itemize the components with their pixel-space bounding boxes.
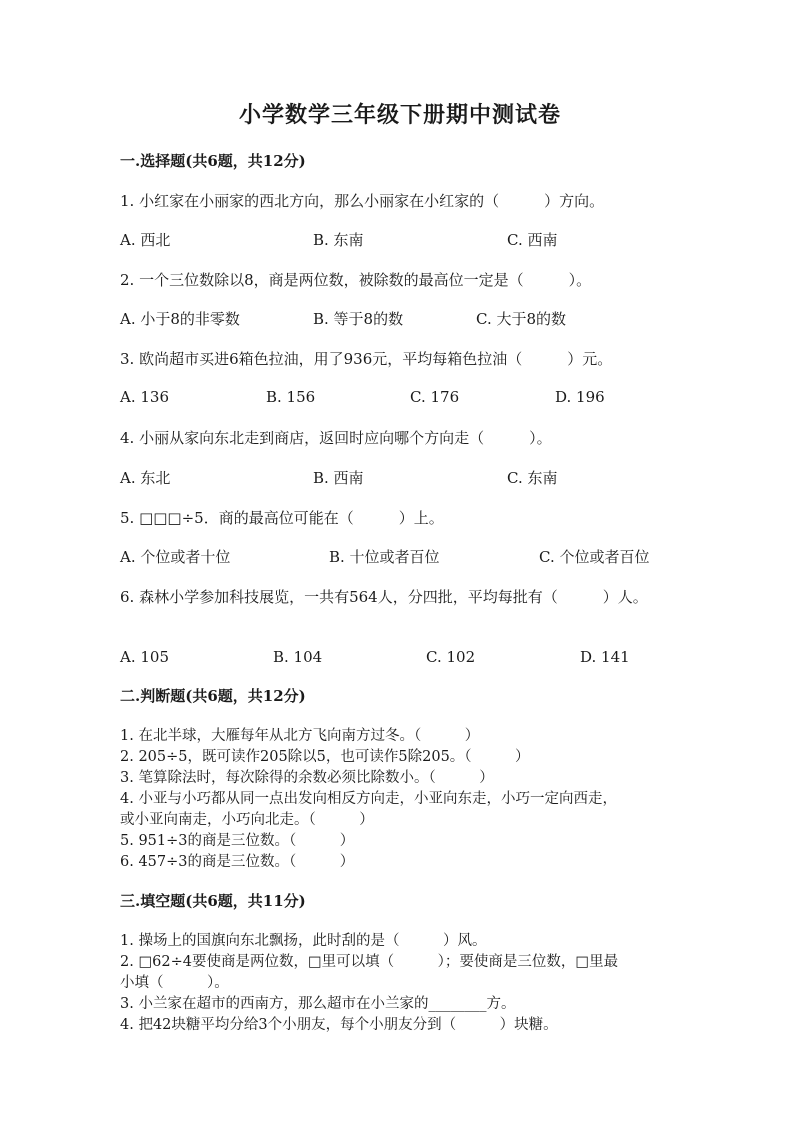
fill-line: 2. □62÷4要使商是两位数，□里可以填（ ）；要使商是三位数，□里最 — [120, 954, 619, 970]
question-stem: 5. □□□÷5．商的最高位可能在（ ）上。 — [120, 509, 444, 527]
option-b: B. 156 — [266, 388, 316, 406]
option-c: C. 176 — [410, 388, 460, 406]
question-stem: 4. 小丽从家向东北走到商店，返回时应向哪个方向走（ ）。 — [120, 429, 552, 447]
option-b: B. 104 — [273, 648, 323, 666]
option-a: A. 105 — [120, 648, 169, 666]
fill-line: 4. 把42块糖平均分给3个小朋友，每个小朋友分到（ ）块糖。 — [120, 1017, 558, 1033]
judgement-line: 1. 在北半球，大雁每年从北方飞向南方过冬。（ ） — [120, 728, 480, 744]
option-c: C. 102 — [426, 648, 476, 666]
judgement-line: 6. 457÷3的商是三位数。（ ） — [120, 854, 355, 870]
section-heading-fill: 三.填空题(共6题，共11分) — [120, 892, 306, 910]
section-heading-judgement: 二.判断题(共6题，共12分) — [120, 687, 306, 705]
judgement-line: 或小亚向南走，小巧向北走。（ ） — [120, 812, 374, 828]
option-d: D. 141 — [580, 648, 630, 666]
question-stem: 3. 欧尚超市买进6箱色拉油，用了936元，平均每箱色拉油（ ）元。 — [120, 350, 613, 368]
page-title: 小学数学三年级下册期中测试卷 — [238, 102, 561, 128]
option-c: C. 大于8的数 — [476, 310, 567, 328]
option-b: B. 东南 — [313, 231, 364, 249]
fill-line: 3. 小兰家在超市的西南方，那么超市在小兰家的________方。 — [120, 996, 516, 1012]
option-d: D. 196 — [555, 388, 605, 406]
judgement-line: 4. 小亚与小巧都从同一点出发向相反方向走，小亚向东走，小巧一定向西走， — [120, 791, 617, 807]
option-a: A. 小于8的非零数 — [120, 310, 240, 328]
option-b: B. 西南 — [313, 469, 364, 487]
judgement-line: 3. 笔算除法时，每次除得的余数必须比除数小。（ ） — [120, 770, 494, 786]
fill-line: 小填（ ）。 — [120, 975, 229, 991]
option-c: C. 东南 — [507, 469, 558, 487]
judgement-line: 5. 951÷3的商是三位数。（ ） — [120, 833, 355, 849]
section-heading-choice: 一.选择题(共6题，共12分) — [120, 152, 306, 170]
option-c: C. 西南 — [507, 231, 558, 249]
question-stem: 2. 一个三位数除以8，商是两位数，被除数的最高位一定是（ ）。 — [120, 271, 592, 289]
question-stem: 1. 小红家在小丽家的西北方向，那么小丽家在小红家的（ ）方向。 — [120, 192, 605, 210]
option-b: B. 等于8的数 — [313, 310, 404, 328]
option-a: A. 个位或者十位 — [120, 548, 231, 566]
option-c: C. 个位或者百位 — [539, 548, 650, 566]
fill-line: 1. 操场上的国旗向东北飘扬，此时刮的是（ ）风。 — [120, 933, 487, 949]
option-a: A. 西北 — [120, 231, 171, 249]
option-b: B. 十位或者百位 — [329, 548, 440, 566]
option-a: A. 136 — [120, 388, 169, 406]
question-stem: 6. 森林小学参加科技展览，一共有564人，分四批，平均每批有（ ）人。 — [120, 588, 648, 606]
option-a: A. 东北 — [120, 469, 171, 487]
judgement-line: 2. 205÷5，既可读作205除以5，也可读作5除205。（ ） — [120, 749, 530, 765]
